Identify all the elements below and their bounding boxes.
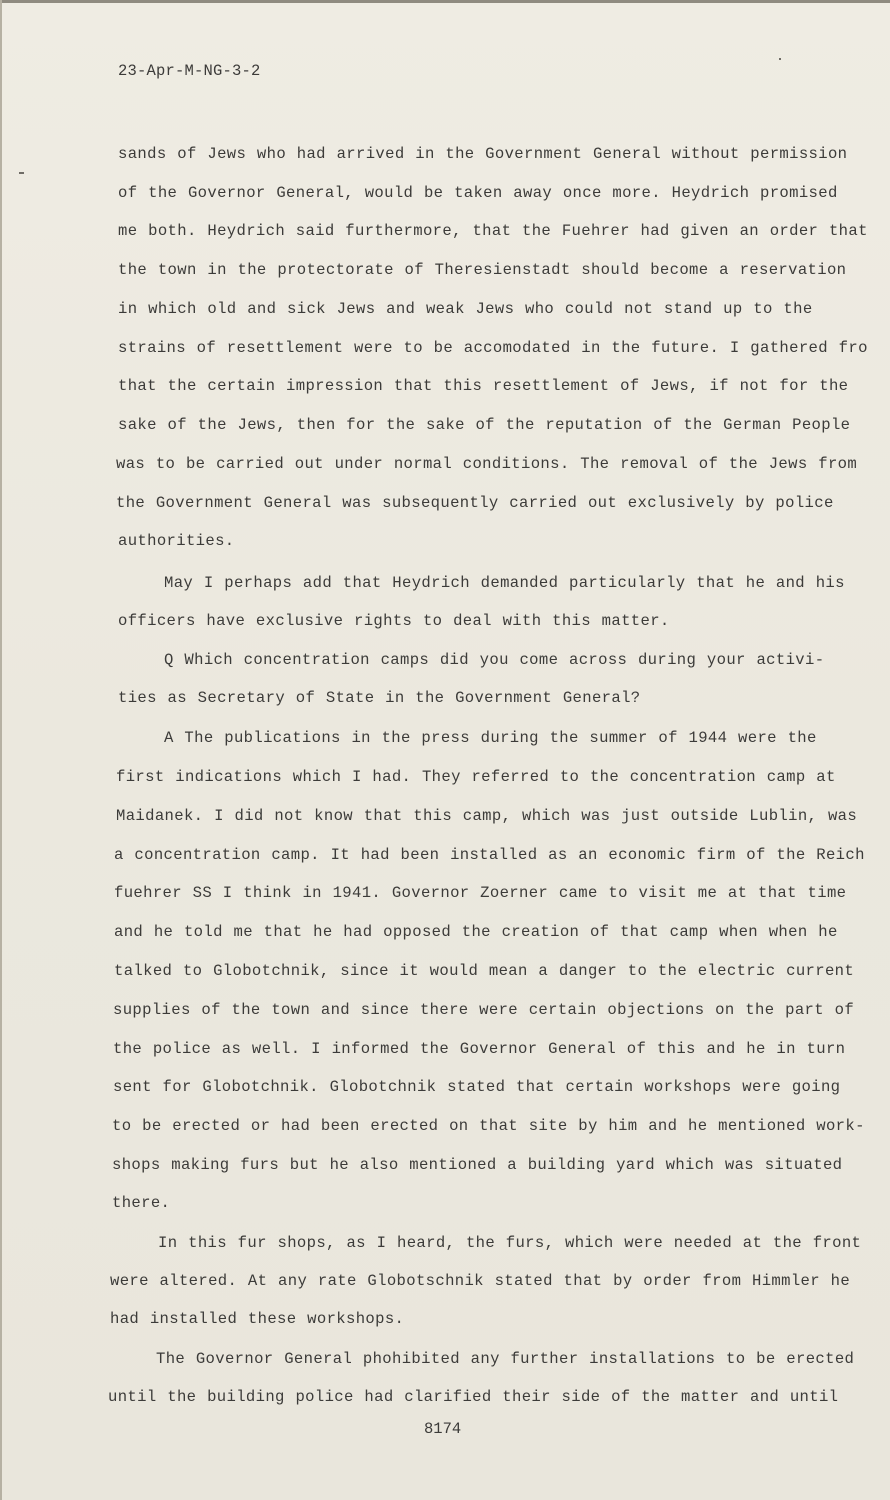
text-line-12: May I perhaps add that Heydrich demanded particularly that he and his (164, 574, 845, 592)
text-line-21: and he told me that he had opposed the creation of that camp when when he (114, 923, 838, 941)
text-line-29: In this fur shops, as I heard, the furs, which were needed at the front (158, 1234, 862, 1252)
margin-mark (19, 172, 24, 174)
text-line-19: a concentration camp. It had been installed as an economic firm of the Reich (114, 846, 865, 864)
text-line-9: was to be carried out under normal conditions. The removal of the Jews from (116, 455, 858, 473)
text-line-26: to be erected or had been erected on that site by him and he mentioned work- (112, 1117, 865, 1135)
text-line-31: had installed these workshops. (110, 1310, 405, 1328)
page-left-edge (0, 0, 2, 1500)
text-line-27: shops making furs but he also mentioned a building yard which was situated (112, 1156, 843, 1174)
text-line-20: fuehrer SS I think in 1941. Governor Zoerner came to visit me at that time (114, 884, 847, 902)
text-line-30: were altered. At any rate Globotschnik stated that by order from Himmler he (110, 1272, 851, 1290)
text-line-33: until the building police had clarified their side of the matter and until (108, 1388, 839, 1406)
text-line-17: first indications which I had. They referred to the concentration camp at (116, 768, 836, 786)
text-line-28: there. (112, 1194, 171, 1212)
text-line-1: sands of Jews who had arrived in the Government General without permission (118, 145, 848, 163)
text-line-8: sake of the Jews, then for the sake of the reputation of the German People (118, 416, 851, 434)
page-top-edge (0, 0, 890, 3)
text-line-3: me both. Heydrich said furthermore, that the Fuehrer had given an order that (118, 222, 868, 240)
text-line-6: strains of resettlement were to be accomodated in the future. I gathered fro (118, 339, 868, 357)
text-line-5: in which old and sick Jews and weak Jews who could not stand up to the (118, 300, 813, 318)
text-line-13: officers have exclusive rights to deal with this matter. (118, 612, 670, 630)
text-line-10: the Government General was subsequently carried out exclusively by police (116, 494, 834, 512)
text-line-23: supplies of the town and since there were certain objections on the part of (113, 1001, 855, 1019)
ink-speck (779, 58, 781, 60)
text-line-25: sent for Globotchnik. Globotchnik stated that certain workshops were going (113, 1078, 841, 1096)
text-line-22: talked to Globotchnik, since it would mean a danger to the electric current (114, 962, 855, 980)
answer-line: A The publications in the press during the summer of 1944 were the (164, 729, 817, 747)
text-line-4: the town in the protectorate of Theresienstadt should become a reservation (118, 261, 847, 279)
text-line-24: the police as well. I informed the Governor General of this and he in turn (113, 1040, 846, 1058)
document-id-header: 23-Apr-M-NG-3-2 (118, 62, 261, 80)
text-line-7: that the certain impression that this resettlement of Jews, if not for the (118, 377, 849, 395)
text-line-11: authorities. (118, 532, 235, 550)
text-line-32: The Governor General phohibited any further installations to be erected (156, 1350, 855, 1368)
question-line: Q Which concentration camps did you come across during your activi- (164, 651, 825, 669)
text-line-15: ties as Secretary of State in the Government General? (118, 689, 641, 707)
text-line-18: Maidanek. I did not know that this camp, which was just outside Lublin, was (116, 807, 858, 825)
page-number: 8174 (424, 1420, 462, 1438)
text-line-2: of the Governor General, would be taken away once more. Heydrich promised (118, 184, 838, 202)
